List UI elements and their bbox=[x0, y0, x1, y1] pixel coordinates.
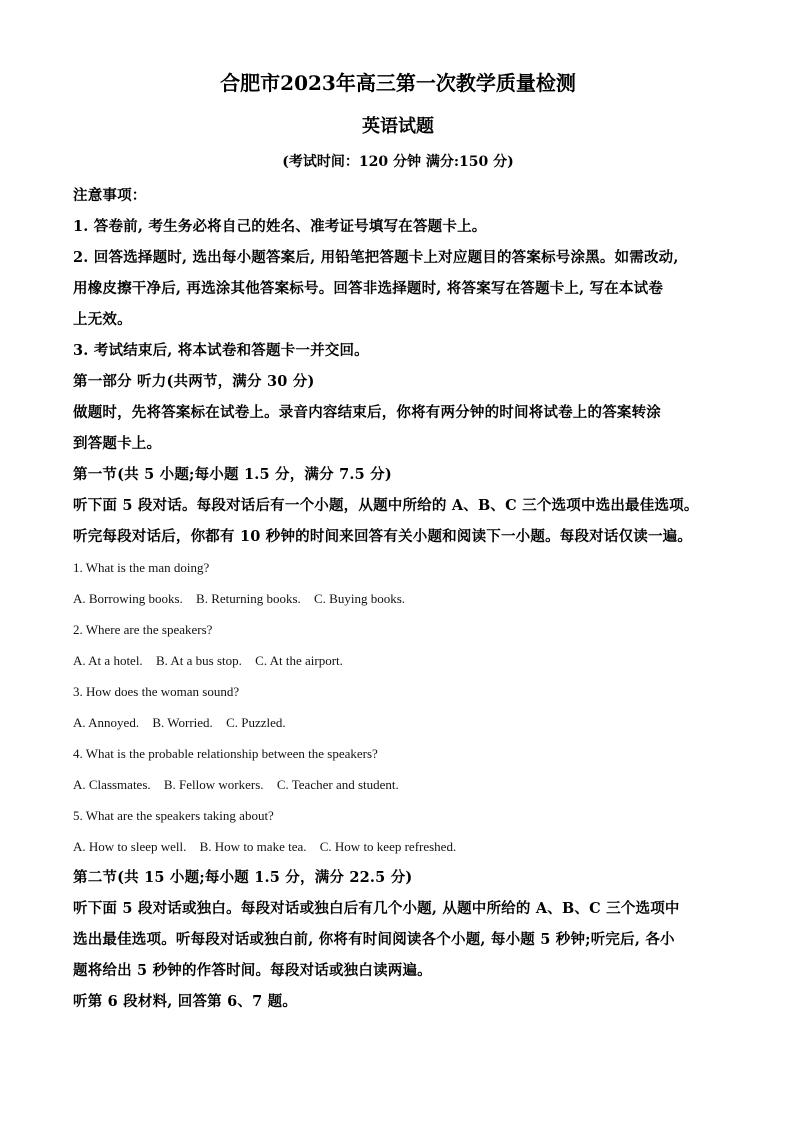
option-b: B. Worried. bbox=[152, 715, 213, 730]
option-a: A. Classmates. bbox=[73, 777, 151, 792]
notes-item-2-line-2: 用橡皮擦干净后, 再选涂其他答案标号。回答非选择题时, 将答案写在答题卡上, 写在本试卷 bbox=[73, 280, 664, 297]
question-5-options bbox=[73, 831, 723, 862]
section2-instruction-line-2: 选出最佳选项。听每段对话或独白前, 你将有时间阅读各个小题, 每小题 5 秒钟;听完后, 各小 bbox=[73, 931, 675, 948]
notes-item-2-line-3: 上无效。 bbox=[73, 311, 132, 328]
part1-instruction-line-2: 到答题卡上。 bbox=[73, 435, 162, 452]
notes-heading: 注意事项： bbox=[73, 187, 147, 204]
exam-title: 合肥市2023年高三第一次教学质量检测 bbox=[220, 71, 576, 95]
option-a: A. Borrowing books. bbox=[73, 591, 183, 606]
question-4: 4. What is the probable relationship between the speakers? bbox=[73, 746, 378, 761]
question-4-options bbox=[73, 769, 723, 800]
question-3: 3. How does the woman sound? bbox=[73, 684, 240, 699]
exam-page bbox=[73, 66, 723, 1017]
part1-instruction-line-1: 做题时，先将答案标在试卷上。录音内容结束后，你将有两分钟的时间将试卷上的答案转涂 bbox=[73, 404, 661, 421]
option-b: B. Fellow workers. bbox=[163, 777, 264, 792]
part1-heading: 第一部分 听力(共两节，满分 30 分) bbox=[73, 373, 315, 390]
section2-heading: 第二节(共 15 小题;每小题 1.5 分，满分 22.5 分) bbox=[73, 869, 413, 886]
option-c: C. How to keep refreshed. bbox=[319, 839, 457, 854]
option-c: C. Puzzled. bbox=[226, 715, 286, 730]
option-b: B. How to make tea. bbox=[199, 839, 307, 854]
option-c: C. Teacher and student. bbox=[276, 777, 399, 792]
option-a: A. At a hotel. bbox=[73, 653, 143, 668]
option-c: C. Buying books. bbox=[314, 591, 406, 606]
option-a: A. How to sleep well. bbox=[73, 839, 187, 854]
section1-instruction-line-1: 听下面 5 段对话。每段对话后有一个小题，从题中所给的 A、B、C 三个选项中选出最佳选项。 bbox=[73, 497, 699, 514]
section2-instruction-line-1: 听下面 5 段对话或独白。每段对话或独白后有几个小题, 从题中所给的 A、B、C 三个选项中 bbox=[73, 900, 680, 917]
question-1: 1. What is the man doing? bbox=[73, 560, 210, 575]
question-3-options bbox=[73, 707, 723, 738]
material-6-instruction: 听第 6 段材料, 回答第 6、7 题。 bbox=[73, 993, 298, 1010]
question-5: 5. What are the speakers taking about? bbox=[73, 808, 274, 823]
question-1-options bbox=[73, 583, 723, 614]
exam-time-score: (考试时间：120 分钟 满分:150 分) bbox=[282, 154, 514, 170]
option-a: A. Annoyed. bbox=[73, 715, 140, 730]
section1-instruction-line-2: 听完每段对话后，你都有 10 秒钟的时间来回答有关小题和阅读下一小题。每段对话仅读一遍。 bbox=[73, 528, 693, 545]
option-b: B. At a bus stop. bbox=[155, 653, 242, 668]
option-c: C. At the airport. bbox=[255, 653, 343, 668]
option-b: B. Returning books. bbox=[196, 591, 301, 606]
exam-subject: 英语试题 bbox=[362, 116, 434, 137]
notes-item-1: 1. 答卷前, 考生务必将自己的姓名、准考证号填写在答题卡上。 bbox=[73, 218, 487, 235]
question-2: 2. Where are the speakers? bbox=[73, 622, 213, 637]
question-2-options bbox=[73, 645, 723, 676]
notes-item-2-line-1: 2. 回答选择题时, 选出每小题答案后, 用铅笔把答题卡上对应题目的答案标号涂黑。如需改动, bbox=[73, 249, 679, 266]
notes-item-3: 3. 考试结束后, 将本试卷和答题卡一并交回。 bbox=[73, 342, 369, 359]
section1-heading: 第一节(共 5 小题;每小题 1.5 分，满分 7.5 分) bbox=[73, 466, 392, 483]
section2-instruction-line-3: 题将给出 5 秒钟的作答时间。每段对话或独白读两遍。 bbox=[73, 962, 432, 979]
